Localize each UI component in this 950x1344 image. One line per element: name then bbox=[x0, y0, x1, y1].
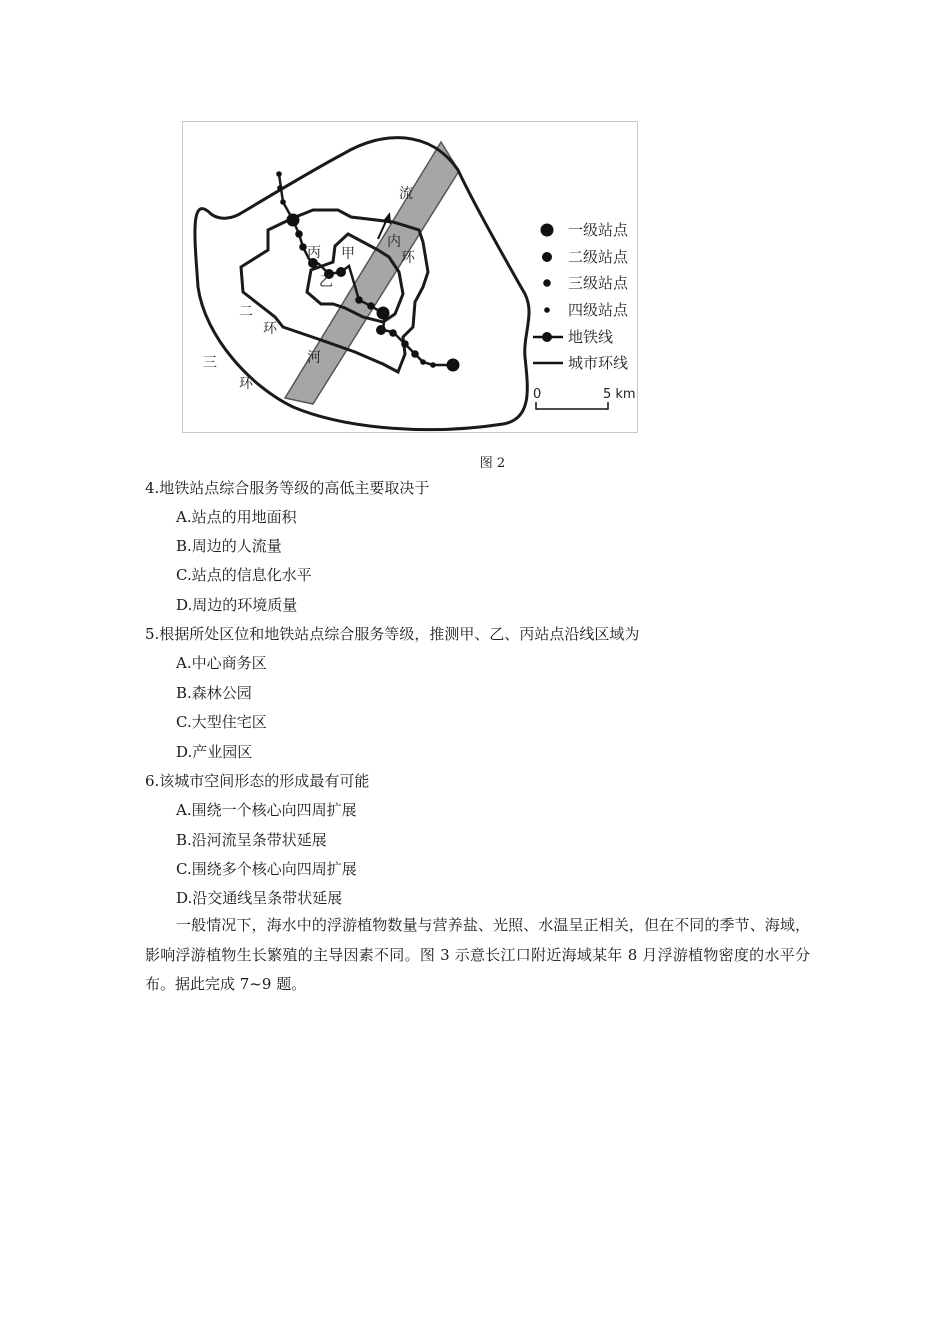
question-4-option-a: A.站点的用地面积 bbox=[176, 508, 297, 526]
question-6-option-c: C.围绕多个核心向四周扩展 bbox=[176, 860, 357, 878]
legend-label-level-3: 三级站点 bbox=[568, 274, 629, 292]
inner-ring-label-char-1: 内 bbox=[387, 234, 401, 250]
city-map bbox=[183, 122, 639, 434]
legend-station-level-2-symbol bbox=[542, 252, 552, 262]
inner-ring-label-char-2: 环 bbox=[401, 250, 415, 266]
question-6-option-b: B.沿河流呈条带状延展 bbox=[176, 831, 327, 849]
station-level-4 bbox=[420, 359, 426, 365]
legend-label-ring-road: 城市环线 bbox=[568, 354, 629, 372]
question-4-option-c: C.站点的信息化水平 bbox=[176, 566, 312, 584]
legend-subway-station-dot bbox=[542, 332, 552, 342]
station-level-4 bbox=[280, 199, 286, 205]
city-subway-map-figure bbox=[182, 121, 638, 433]
legend-station-level-1-symbol bbox=[541, 224, 554, 237]
station-level-3 bbox=[389, 329, 397, 337]
station-level-3 bbox=[299, 243, 307, 251]
station-level-1 bbox=[377, 307, 390, 320]
legend-station-level-4-symbol bbox=[544, 307, 550, 313]
figure-caption: 图 2 bbox=[479, 456, 506, 471]
legend bbox=[533, 221, 629, 372]
station-level-1 bbox=[447, 359, 460, 372]
second-ring-label-char-1: 二 bbox=[239, 304, 253, 320]
question-5-option-a: A.中心商务区 bbox=[176, 654, 267, 672]
station-level-3 bbox=[401, 340, 409, 348]
third-ring-label-char-2: 环 bbox=[239, 376, 253, 392]
station-level-4 bbox=[277, 185, 283, 191]
legend-label-level-2: 二级站点 bbox=[568, 248, 629, 266]
scale-bar-line bbox=[536, 402, 608, 409]
station-label-jia: 甲 bbox=[341, 246, 355, 262]
station-level-3 bbox=[411, 350, 419, 358]
scale-zero-label: 0 bbox=[533, 387, 542, 402]
station-label-bing: 丙 bbox=[307, 245, 321, 261]
question-5-option-c: C.大型住宅区 bbox=[176, 713, 267, 731]
question-4-option-d: D.周边的环境质量 bbox=[176, 596, 298, 614]
river-label-char-2: 河 bbox=[307, 350, 321, 366]
station-level-2 bbox=[376, 325, 386, 335]
legend-station-level-3-symbol bbox=[543, 279, 551, 287]
passage-paragraph: 一般情况下，海水中的浮游植物数量与营养盐、光照、水温呈正相关，但在不同的季节、海域，影响浮游植物生长繁殖的主导因素不同。图 3 示意长江口附近海域某年 8 月浮游植物密度的水平分布。据此完成 7~9 题。 bbox=[145, 916, 810, 993]
station-label-yi: 乙 bbox=[319, 274, 333, 290]
question-5-stem: 5.根据所处区位和地铁站点综合服务等级，推测甲、乙、丙站点沿线区域为 bbox=[145, 625, 640, 643]
third-ring-label-char-1: 三 bbox=[203, 355, 217, 371]
second-ring-label-char-2: 环 bbox=[263, 321, 277, 337]
scale-bar bbox=[533, 387, 636, 409]
station-level-1 bbox=[287, 214, 300, 227]
question-6-stem: 6.该城市空间形态的形成最有可能 bbox=[145, 772, 370, 790]
question-6-option-d: D.沿交通线呈条带状延展 bbox=[176, 889, 343, 907]
question-4-stem: 4.地铁站点综合服务等级的高低主要取决于 bbox=[145, 479, 430, 497]
station-level-4 bbox=[430, 362, 436, 368]
legend-label-subway: 地铁线 bbox=[568, 328, 614, 346]
station-level-3 bbox=[367, 302, 375, 310]
river-label-char-1: 流 bbox=[399, 186, 413, 202]
scale-value-label: 5 km bbox=[603, 387, 636, 402]
station-level-2 bbox=[336, 267, 346, 277]
station-level-4 bbox=[276, 171, 282, 177]
question-6-option-a: A.围绕一个核心向四周扩展 bbox=[176, 801, 357, 819]
station-level-3 bbox=[355, 296, 363, 304]
station-level-3 bbox=[295, 230, 303, 238]
question-4-option-b: B.周边的人流量 bbox=[176, 537, 282, 555]
question-5-option-d: D.产业园区 bbox=[176, 743, 253, 761]
question-5-option-b: B.森林公园 bbox=[176, 684, 252, 702]
legend-label-level-4: 四级站点 bbox=[568, 301, 629, 319]
legend-label-level-1: 一级站点 bbox=[568, 221, 629, 239]
